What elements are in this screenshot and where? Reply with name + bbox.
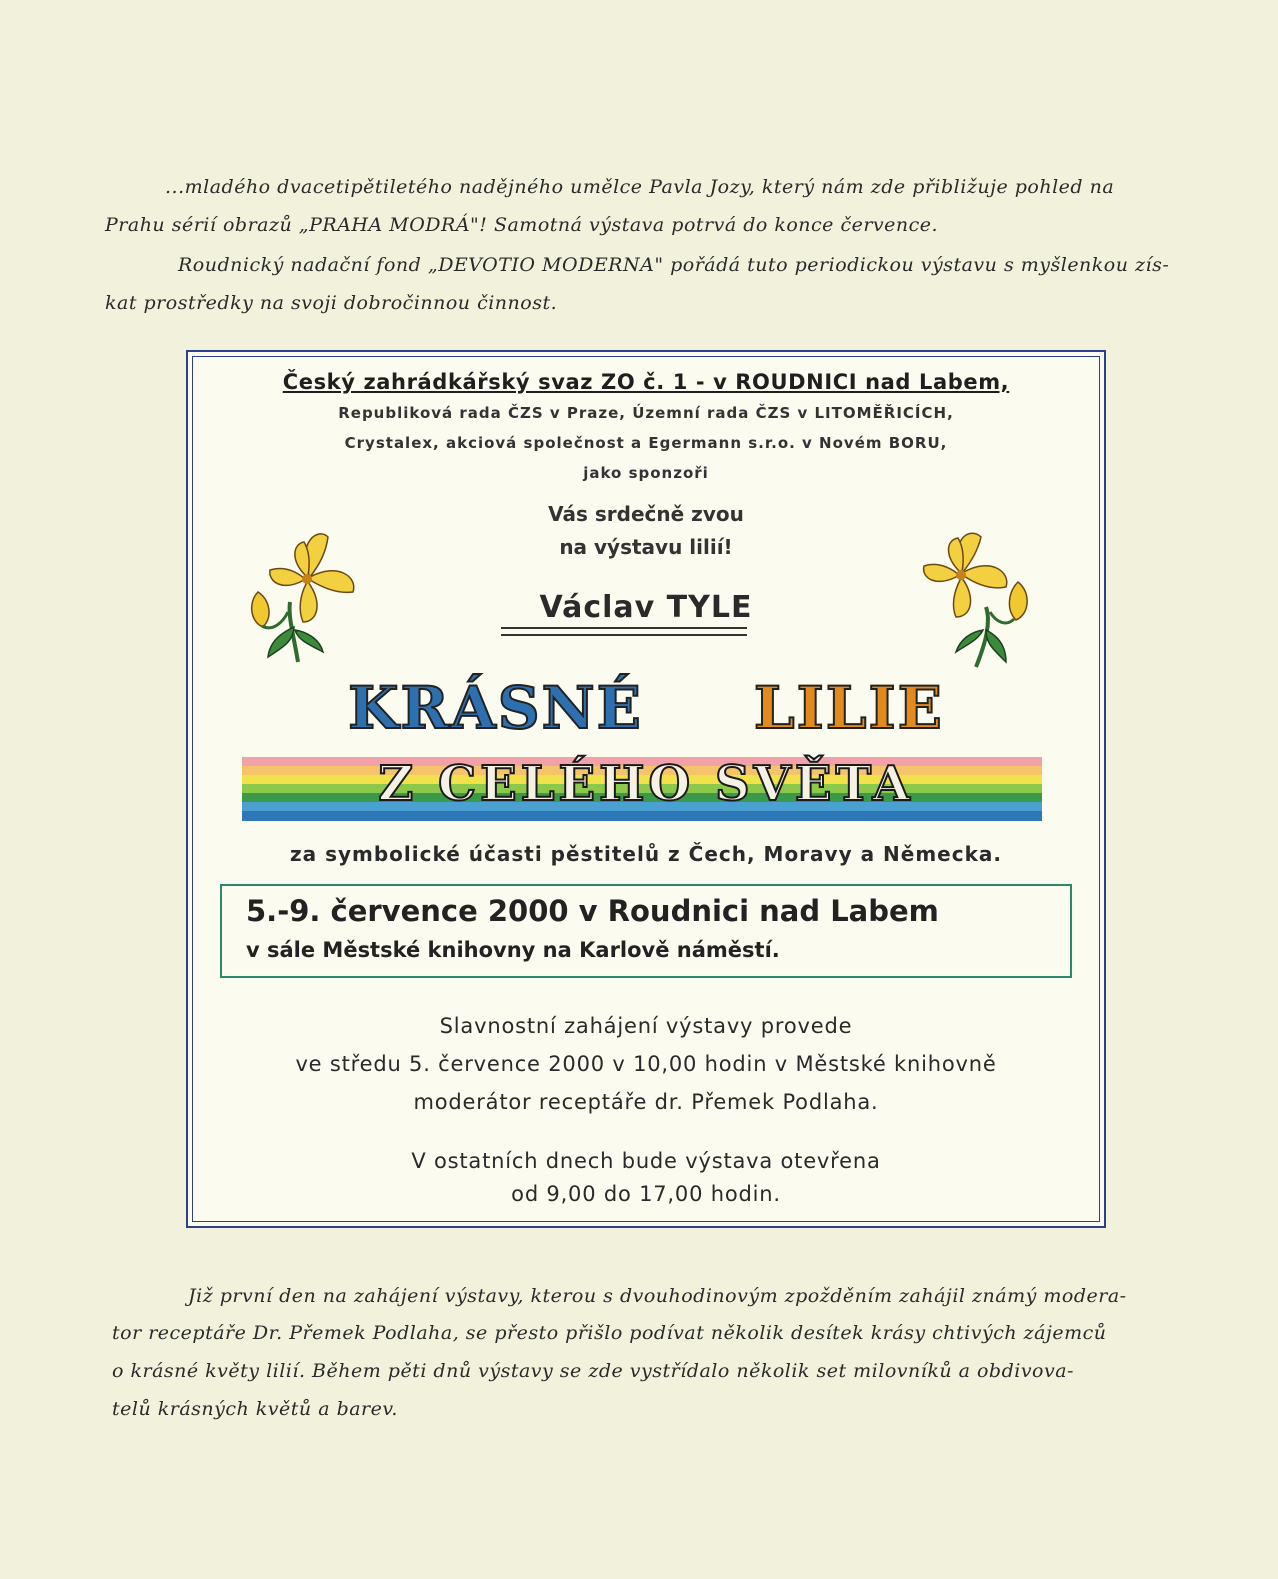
outro-text-line: o krásné květy lilií. Během pěti dnů výstavy se zde vystřídalo několik set milovníků a obdivova- (112, 1360, 1074, 1382)
opening-hours-line: od 9,00 do 17,00 hodin. (511, 1182, 781, 1206)
headline (188, 674, 1104, 742)
sponsor-line: Republiková rada ČZS v Praze, Územní rada ČZS v LITOMĚŘICÍCH, (338, 404, 954, 422)
exhibition-invitation (186, 350, 1106, 1228)
subheadline: Z CELÉHO SVĚTA (378, 756, 914, 812)
organizer-title: Český zahrádkářský svaz ZO č. 1 - v ROUDNICI nad Labem, (282, 370, 1010, 394)
lily-icon (228, 522, 368, 672)
intro-text-line: kat prostředky na svoji dobročinnou činnost. (105, 292, 558, 314)
sponsor-line: Crystalex, akciová společnost a Egermann s.r.o. v Novém BORU, (344, 434, 948, 452)
opening-hours-line: V ostatních dnech bude výstava otevřena (411, 1149, 881, 1173)
headline-word-2: LILIE (753, 674, 944, 742)
opening-line: moderátor receptáře dr. Přemek Podlaha. (413, 1090, 879, 1114)
outro-text-line: telů krásných květů a barev. (112, 1398, 398, 1420)
intro-text-line: ...mladého dvacetipětiletého nadějného umělce Pavla Jozy, který nám zde přibližuje pohled na (165, 176, 1115, 198)
opening-line: ve středu 5. července 2000 v 10,00 hodin v Městské knihovně (295, 1052, 997, 1076)
exhibition-venue: v sále Městské knihovny na Karlově náměstí. (246, 938, 780, 962)
opening-line: Slavnostní zahájení výstavy provede (439, 1014, 853, 1038)
author-name: Václav TYLE (539, 590, 753, 625)
headline-word-1: KRÁSNÉ (348, 674, 643, 742)
outro-text-line: Již první den na zahájení výstavy, kterou s dvouhodinovým zpožděním zahájil známý modera- (188, 1285, 1127, 1307)
lily-icon (906, 522, 1046, 672)
participation-text: za symbolické účasti pěstitelů z Čech, Moravy a Německa. (289, 842, 1002, 866)
invite-line: na výstavu lilií! (559, 535, 733, 559)
author-underline (501, 627, 747, 636)
exhibition-date: 5.-9. července 2000 v Roudnici nad Labem (246, 894, 939, 928)
intro-text-line: Prahu sérií obrazů „PRAHA MODRÁ"! Samotná výstava potrvá do konce července. (105, 214, 939, 236)
invite-line: Vás srdečně zvou (548, 502, 744, 526)
outro-text-line: tor receptáře Dr. Přemek Podlaha, se přesto přišlo podívat několik desítek krásy chtivých zájemců (112, 1322, 1107, 1344)
intro-text-line: Roudnický nadační fond „DEVOTIO MODERNA" pořádá tuto periodickou výstavu s myšlenkou zís- (178, 254, 1170, 276)
sponsor-line: jako sponzoři (583, 464, 709, 482)
date-venue-box (220, 884, 1072, 978)
rainbow-stripe (242, 811, 1042, 821)
